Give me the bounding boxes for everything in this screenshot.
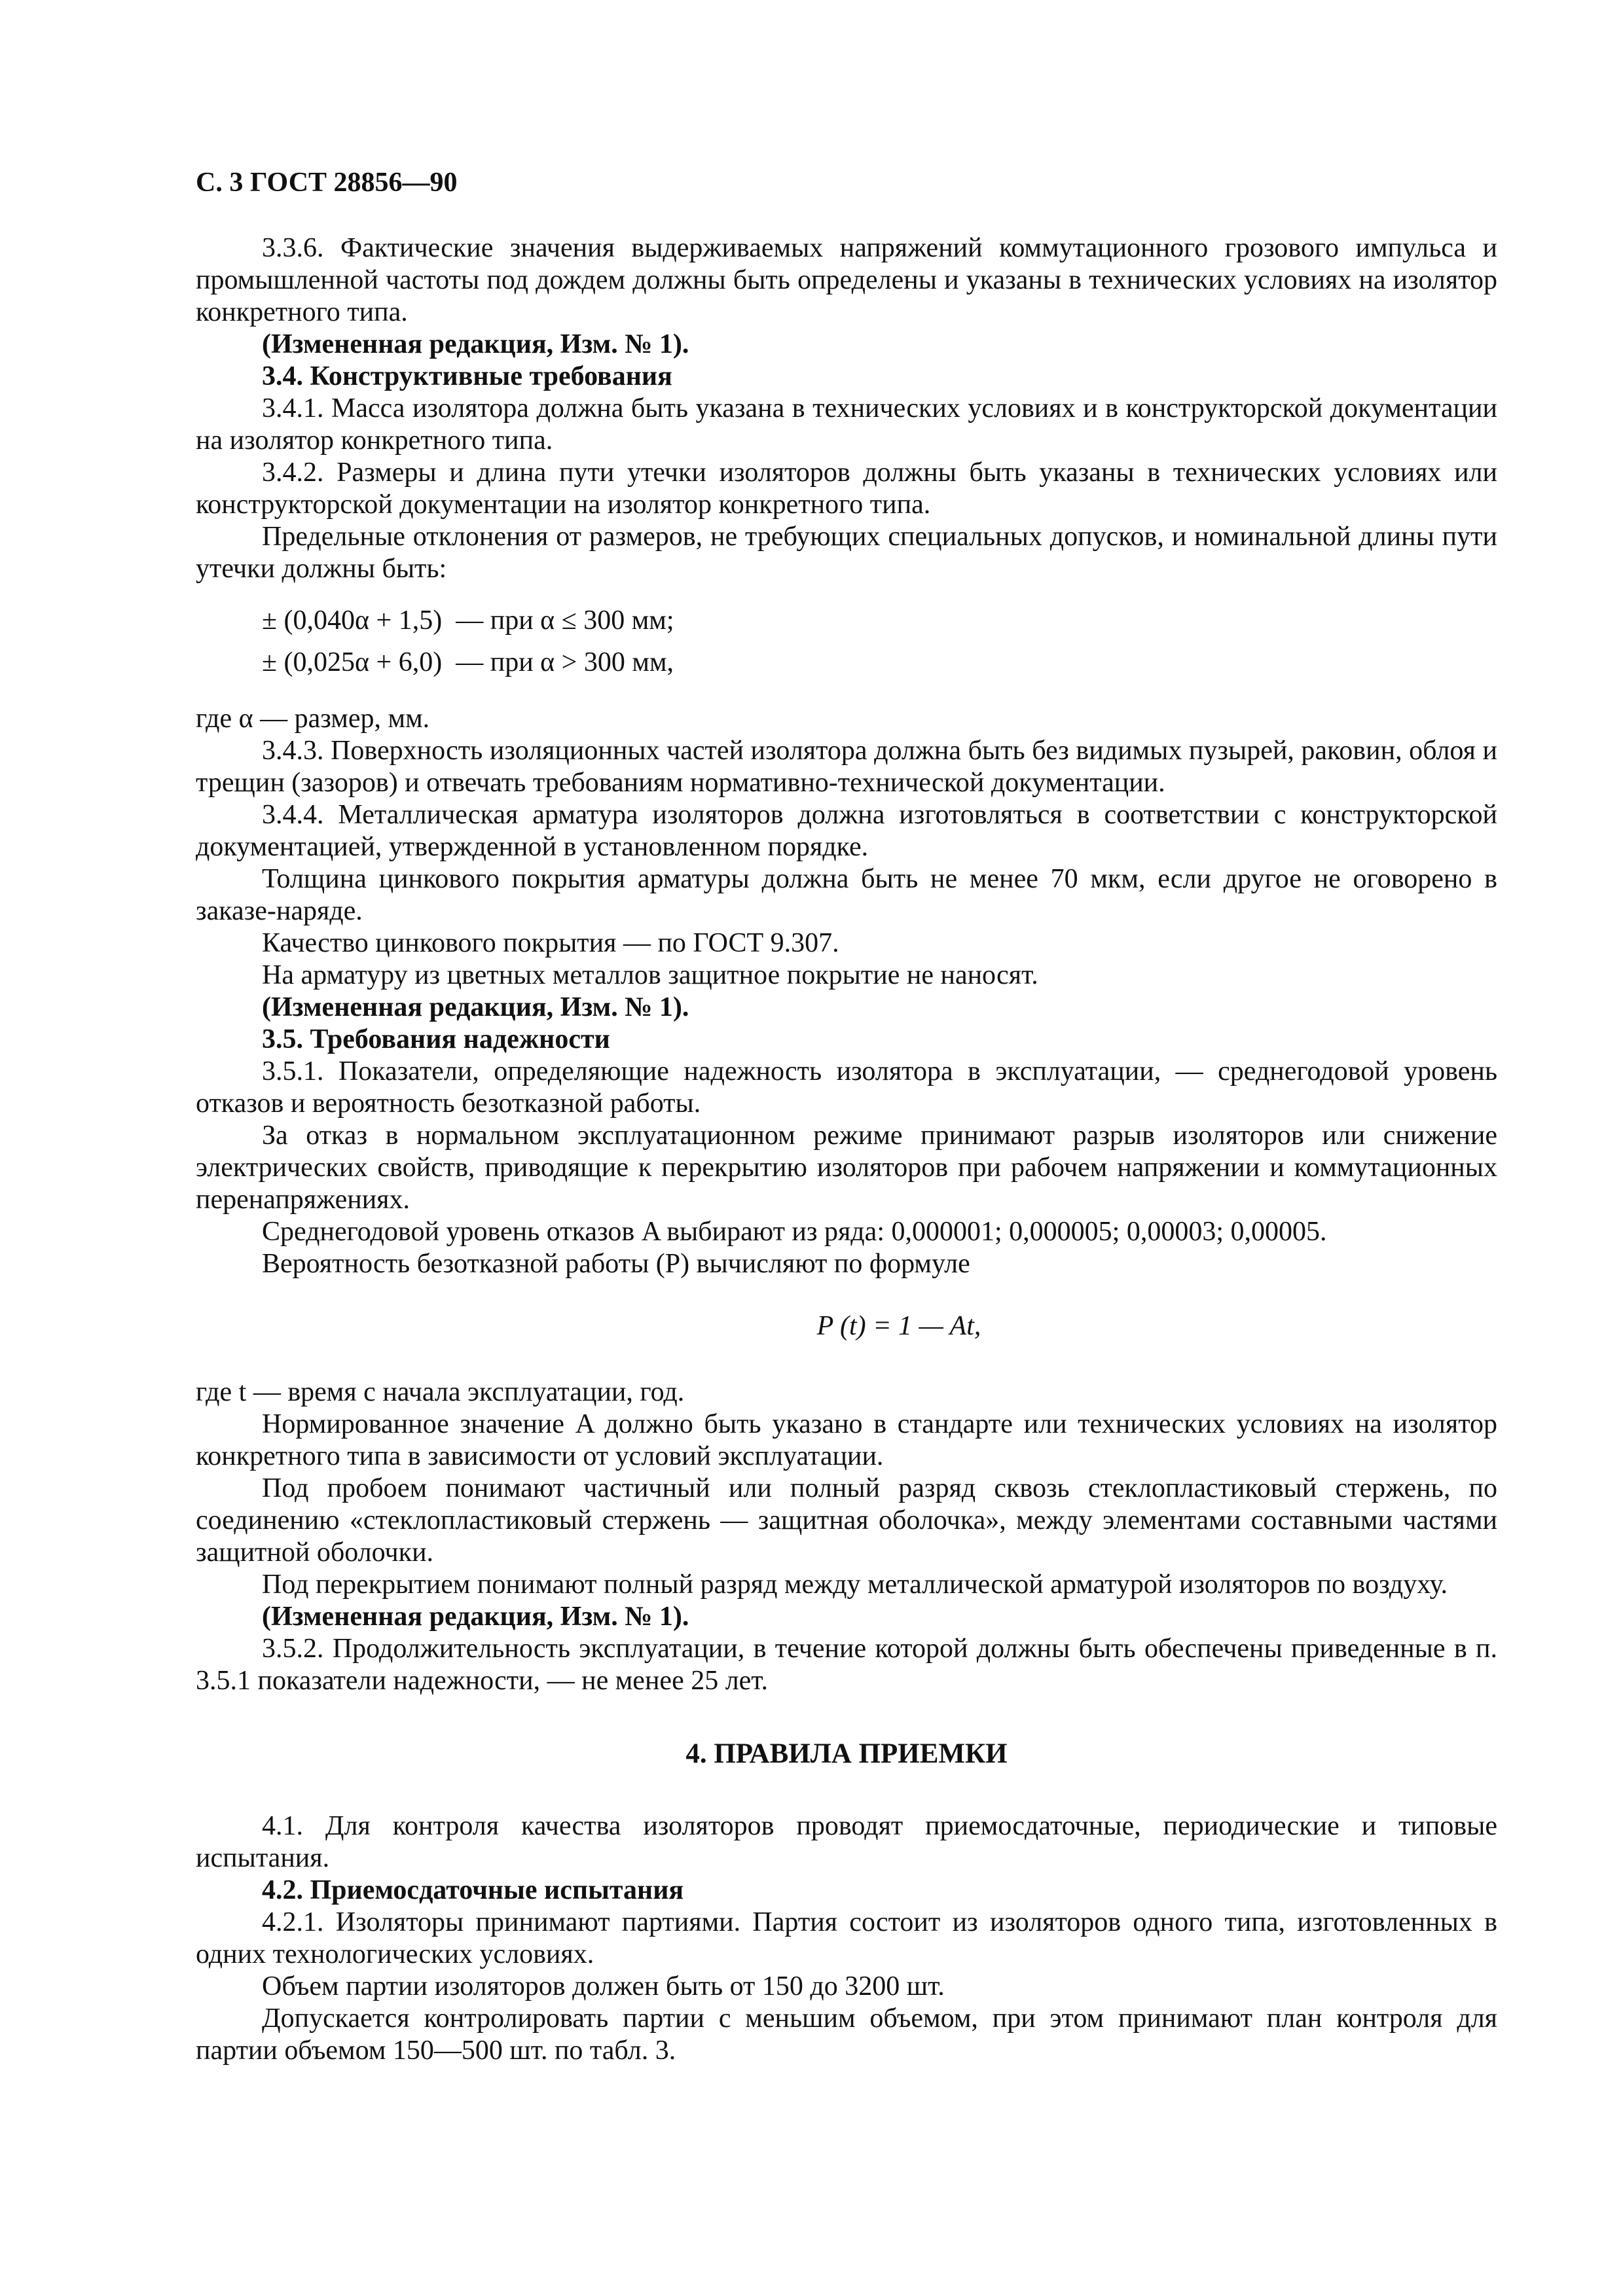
- page-header: С. 3 ГОСТ 28856—90: [196, 168, 458, 198]
- paragraph: 3.5.2. Продолжительность эксплуатации, в течение которой должны быть обеспечены приведенные в п. 3.5.1 показатели надежности, — не менее 25 лет.: [196, 1634, 1497, 1696]
- paragraph: На арматуру из цветных металлов защитное покрытие не наносят.: [262, 960, 1038, 990]
- formula-line: ± (0,040α + 1,5) — при α ≤ 300 мм;: [262, 605, 674, 636]
- paragraph: 3.4.3. Поверхность изоляционных частей изолятора должна быть без видимых пузырей, раковин, облоя и трещин (зазоров) и отвечать требованиям нормативно-технической документации.: [196, 736, 1497, 798]
- paragraph: Под перекрытием понимают полный разряд между металлической арматурой изоляторов по воздуху.: [262, 1570, 1448, 1600]
- paragraph: где α — размер, мм.: [196, 704, 430, 734]
- paragraph: 4.1. Для контроля качества изоляторов проводят приемосдаточные, периодические и типовые испытания.: [196, 1811, 1497, 1873]
- paragraph: 3.4.2. Размеры и длина пути утечки изоляторов должны быть указаны в технических условиях или конструкторской документации на изолятор конкретного типа.: [196, 457, 1497, 520]
- paragraph: Среднегодовой уровень отказов A выбирают из ряда: 0,000001; 0,000005; 0,00003; 0,00005.: [262, 1217, 1327, 1247]
- paragraph: Вероятность безотказной работы (P) вычисляют по формуле: [262, 1249, 970, 1279]
- paragraph: Под пробоем понимают частичный или полный разряд сквозь стеклопластиковый стержень, по соединению «стеклопластиковый стержень — защитная оболочка», между элементами составными частями защитной оболочки.: [196, 1473, 1497, 1568]
- paragraph: 4.2.1. Изоляторы принимают партиями. Партия состоит из изоляторов одного типа, изготовленных в одних технологических условиях.: [196, 1907, 1497, 1969]
- paragraph: Допускается контролировать партии с меньшим объемом, при этом принимают план контроля для партии объемом 150—500 шт. по табл. 3.: [196, 2003, 1497, 2066]
- paragraph: Качество цинкового покрытия — по ГОСТ 9.307.: [262, 928, 839, 958]
- paragraph: Предельные отклонения от размеров, не требующих специальных допусков, и номинальной длины пути утечки должны быть:: [196, 522, 1497, 584]
- bold-paragraph: (Измененная редакция, Изм. № 1).: [262, 329, 689, 359]
- paragraph: Толщина цинкового покрытия арматуры должна быть не менее 70 мкм, если другое не оговорено в заказе-наряде.: [196, 864, 1497, 926]
- bold-paragraph: 3.5. Требования надежности: [262, 1024, 610, 1054]
- formula-line: ± (0,025α + 6,0) — при α > 300 мм,: [262, 647, 674, 677]
- formula: P (t) = 1 — At,: [816, 1311, 981, 1341]
- bold-paragraph: (Измененная редакция, Изм. № 1).: [262, 992, 689, 1022]
- paragraph: где t — время с начала эксплуатации, год.: [196, 1377, 685, 1407]
- bold-paragraph: 3.4. Конструктивные требования: [262, 361, 672, 391]
- paragraph: 3.3.6. Фактические значения выдерживаемых напряжений коммутационного грозового импульса и промышленной частоты под дождем должны быть определены и указаны в технических условиях на изолятор конкретного типа.: [196, 233, 1497, 327]
- paragraph: 3.4.4. Металлическая арматура изоляторов должна изготовляться в соответствии с конструкторской документацией, утвержденной в установленном порядке.: [196, 800, 1497, 862]
- paragraph: 3.4.1. Масса изолятора должна быть указана в технических условиях и в конструкторской документации на изолятор конкретного типа.: [196, 393, 1497, 456]
- bold-paragraph: (Измененная редакция, Изм. № 1).: [262, 1602, 689, 1632]
- document-body: [196, 232, 1497, 2067]
- section-heading: 4. ПРАВИЛА ПРИЕМКИ: [685, 1738, 1008, 1769]
- paragraph: За отказ в нормальном эксплуатационном режиме принимают разрыв изоляторов или снижение электрических свойств, приводящие к перекрытию изоляторов при рабочем напряжении и коммутационных перенапряжениях.: [196, 1121, 1497, 1215]
- paragraph: 3.5.1. Показатели, определяющие надежность изолятора в эксплуатации, — среднегодовой уровень отказов и вероятность безотказной работы.: [196, 1056, 1497, 1119]
- bold-paragraph: 4.2. Приемосдаточные испытания: [262, 1875, 684, 1905]
- paragraph: Нормированное значение A должно быть указано в стандарте или технических условиях на изолятор конкретного типа в зависимости от условий эксплуатации.: [196, 1409, 1497, 1471]
- paragraph: Объем партии изоляторов должен быть от 150 до 3200 шт.: [262, 1971, 945, 2001]
